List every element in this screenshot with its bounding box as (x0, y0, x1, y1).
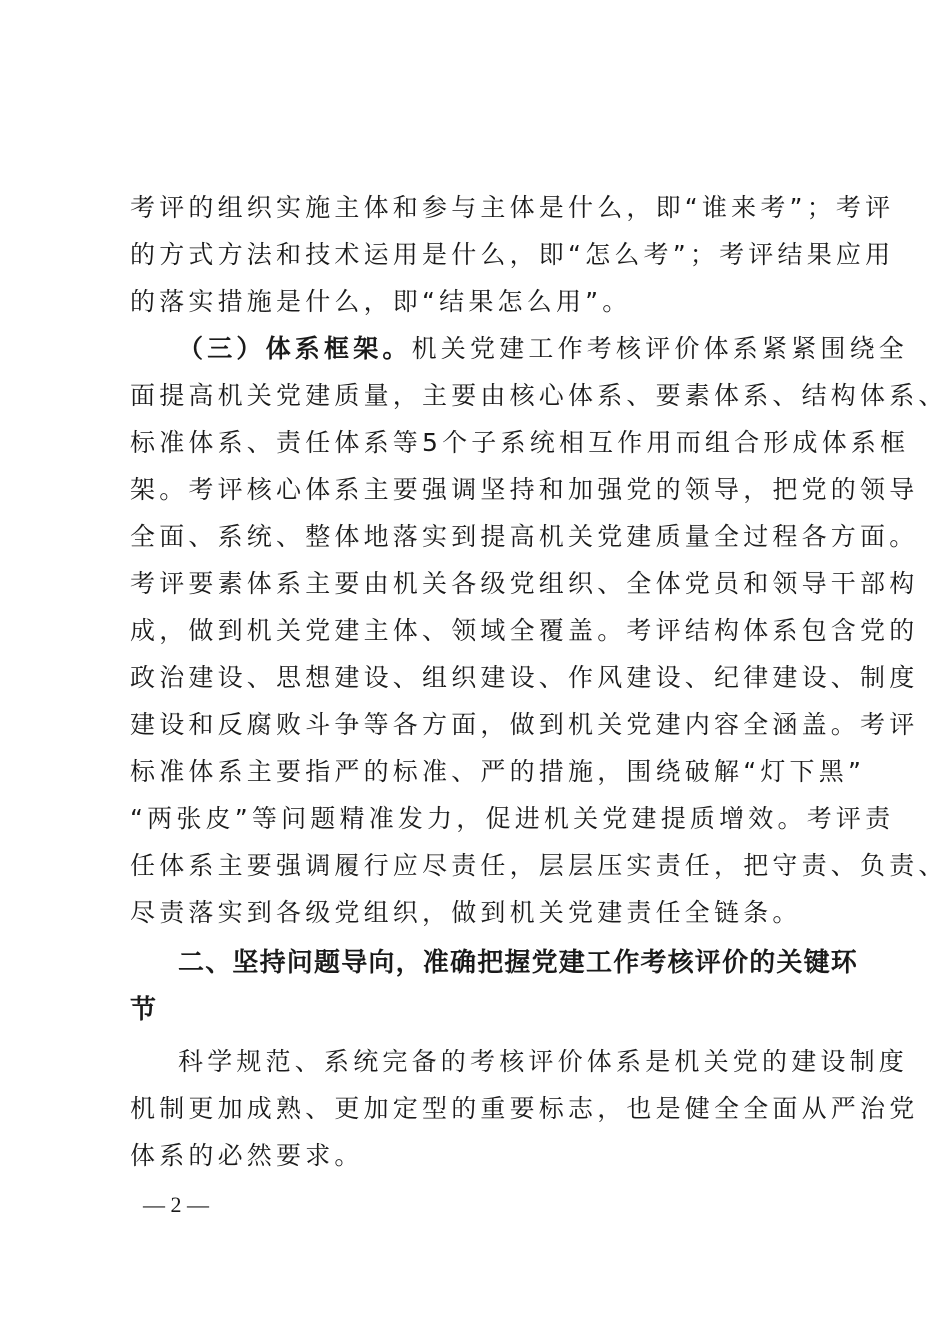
paragraph-2-line-8: 政治建设、思想建设、组织建设、作风建设、纪律建设、制度 (130, 663, 919, 692)
paragraph-2-line-12: 任体系主要强调履行应尽责任，层层压实责任，把守责、负责、 (130, 851, 948, 880)
section-heading-2-line-1: 二、坚持问题导向，准确把握党建工作考核评价的关键环 (178, 948, 859, 978)
section-heading-2-line-2: 节 (130, 995, 158, 1025)
paragraph-2-line-2: 面提高机关党建质量，主要由核心体系、要素体系、结构体系、 (130, 381, 948, 410)
paragraph-2-line-1 (178, 325, 909, 373)
paragraph-1-line-3: 的落实措施是什么，即“结果怎么用”。 (130, 287, 632, 316)
paragraph-3-line-3: 体系的必然要求。 (130, 1141, 364, 1170)
paragraph-1-line-2: 的方式方法和技术运用是什么，即“怎么考”；考评结果应用 (130, 240, 895, 269)
paragraph-2-line-4: 架。考评核心体系主要强调坚持和加强党的领导，把党的领导 (130, 475, 919, 504)
paragraph-2-line-3: 标准体系、责任体系等5个子系统相互作用而组合形成体系框 (130, 428, 910, 457)
paragraph-2-line-1-text: 机关党建工作考核评价体系紧紧围绕全 (411, 334, 909, 363)
paragraph-2-line-10: 标准体系主要指严的标准、严的措施，围绕破解“灯下黑” (130, 757, 866, 786)
paragraph-1-line-1: 考评的组织实施主体和参与主体是什么，即“谁来考”；考评 (130, 193, 895, 222)
paragraph-2-line-13: 尽责落实到各级党组织，做到机关党建责任全链条。 (130, 898, 802, 927)
paragraph-2-line-11: “两张皮”等问题精准发力，促进机关党建提质增效。考评责 (130, 804, 895, 833)
paragraph-3-line-1: 科学规范、系统完备的考核评价体系是机关党的建设制度 (178, 1047, 909, 1076)
paragraph-2-line-9: 建设和反腐败斗争等各方面，做到机关党建内容全涵盖。考评 (130, 710, 919, 739)
page-number: — 2 — (143, 1192, 209, 1217)
paragraph-2-line-6: 考评要素体系主要由机关各级党组织、全体党员和领导干部构 (130, 569, 919, 598)
paragraph-2-line-7: 成，做到机关党建主体、领域全覆盖。考评结构体系包含党的 (130, 616, 919, 645)
section-heading-3: （三）体系框架。 (178, 334, 412, 363)
paragraph-3-line-2: 机制更加成熟、更加定型的重要标志，也是健全全面从严治党 (130, 1094, 919, 1123)
paragraph-2-line-5: 全面、系统、整体地落实到提高机关党建质量全过程各方面。 (130, 522, 919, 551)
